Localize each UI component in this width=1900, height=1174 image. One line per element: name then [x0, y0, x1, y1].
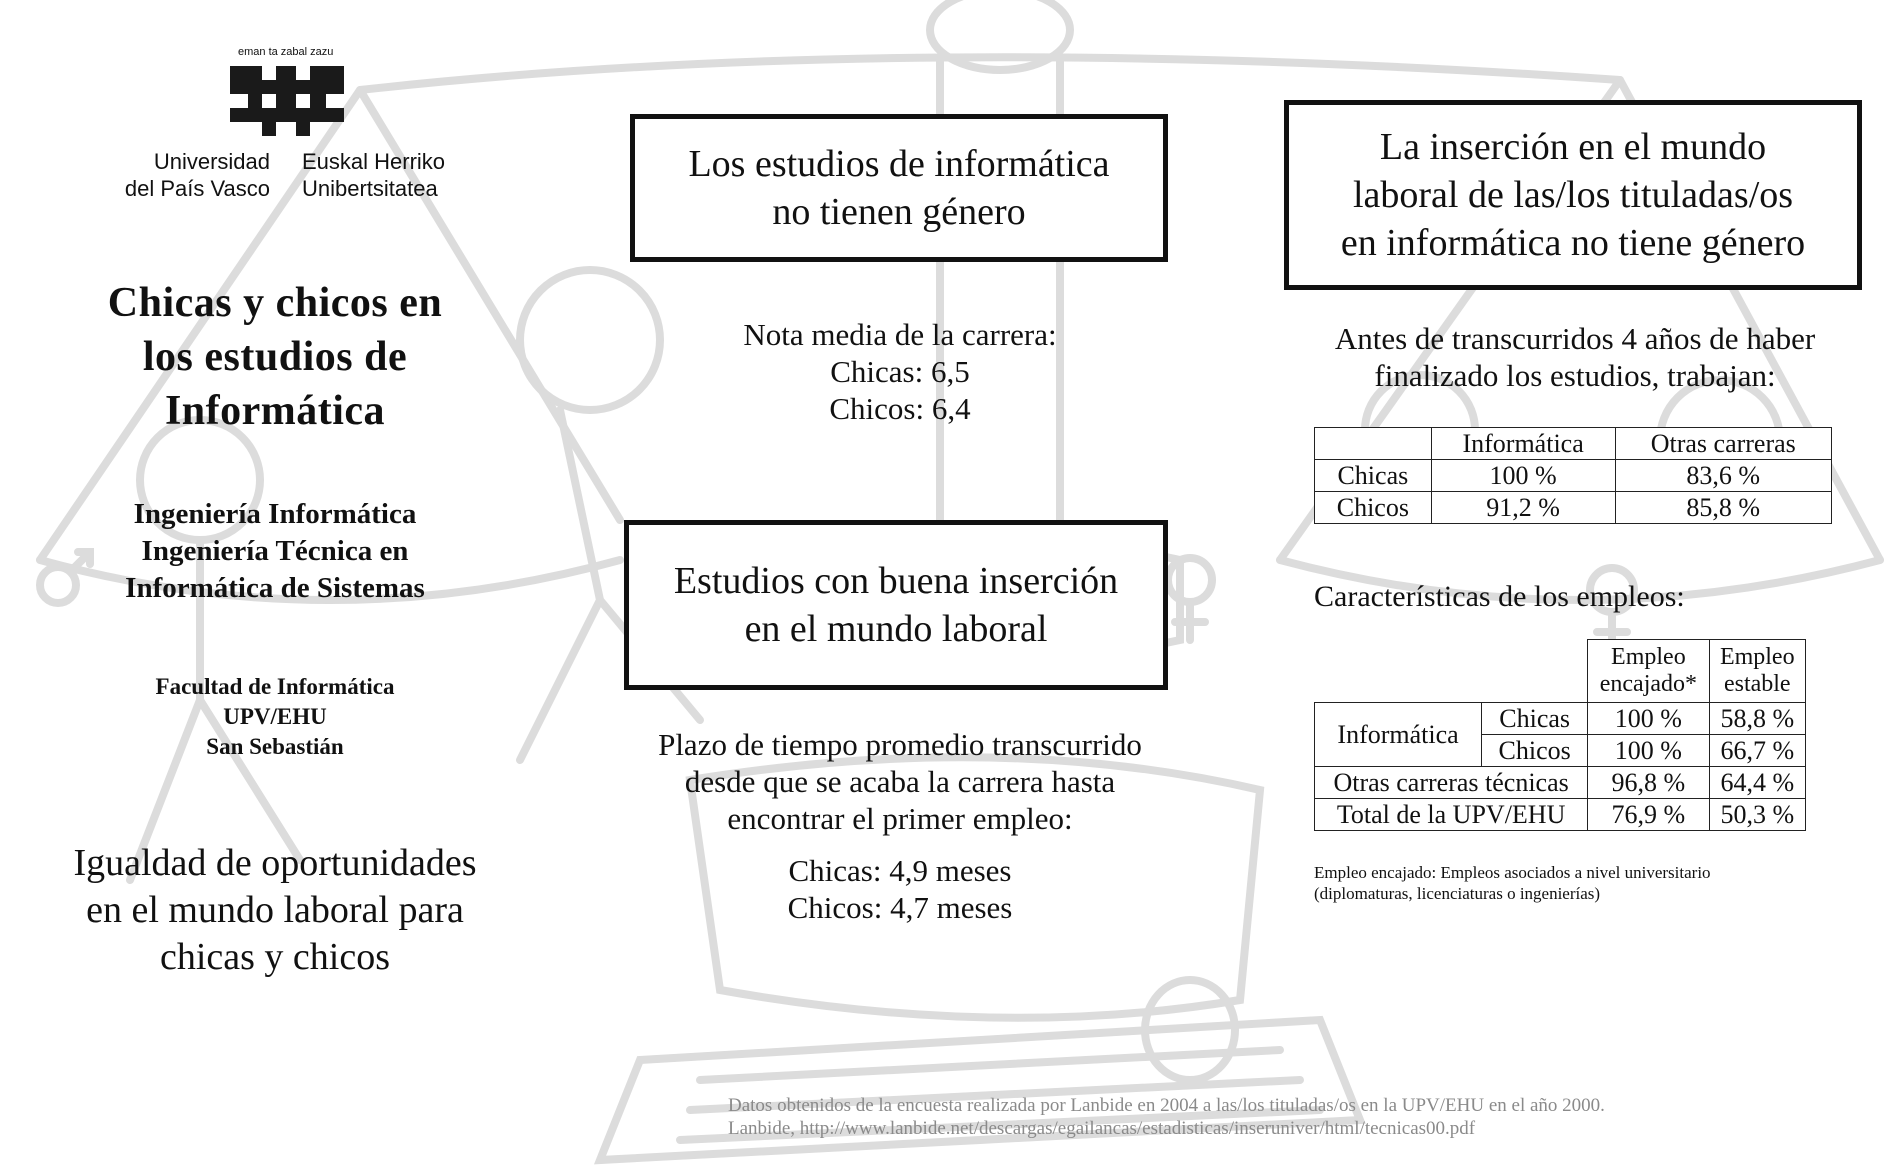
- header-encajado-line2: encajado*: [1599, 671, 1698, 697]
- main-title: [40, 276, 510, 438]
- degrees-list: [40, 496, 510, 607]
- table-header-cell: Informática: [1431, 428, 1615, 460]
- months-boys: Chicos: 4,7 meses: [787, 890, 1013, 925]
- heading-box-insertion-line1: La inserción en el mundo: [1379, 126, 1767, 168]
- table-cell: 91,2 %: [1431, 492, 1615, 524]
- header-estable-line2: estable: [1723, 671, 1791, 697]
- grades-girls: Chicas: 6,5: [830, 354, 970, 389]
- table-cell: Otras carreras técnicas: [1315, 767, 1588, 799]
- table-cell: 85,8 %: [1615, 492, 1831, 524]
- months-girls: Chicas: 4,9 meses: [788, 853, 1012, 888]
- table-cell: 96,8 %: [1588, 767, 1709, 799]
- table-cell: Chicas: [1482, 703, 1588, 735]
- faculty-university: UPV/EHU: [223, 704, 327, 729]
- source-line1: Datos obtenidos de la encuesta realizada por Lanbide en 2004 a las/los tituladas/os en la UPV/EHU en el año 2000.: [728, 1095, 1605, 1116]
- time-to-employment-values: [600, 852, 1200, 926]
- table-cell: 66,7 %: [1709, 735, 1805, 767]
- table-cell: 50,3 %: [1709, 799, 1805, 831]
- faculty-name: Facultad de Informática: [155, 674, 395, 699]
- employment-intro: [1290, 320, 1860, 394]
- table-cell: 58,8 %: [1709, 703, 1805, 735]
- table-row: [1315, 492, 1832, 524]
- employment-rate-table: [1314, 427, 1832, 524]
- heading-box-good-insertion: [624, 520, 1168, 690]
- university-name-es-line2: del País Vasco: [124, 176, 270, 201]
- plazo-line2: desde que se acaba la carrera hasta: [684, 764, 1116, 799]
- table-header-cell: Otras carreras: [1615, 428, 1831, 460]
- equality-line1: Igualdad de oportunidades: [73, 842, 477, 884]
- table-header-cell: [1588, 640, 1709, 703]
- university-name-es: [90, 148, 270, 202]
- source-footer: [728, 1094, 1605, 1140]
- main-title-line2: los estudios de: [142, 334, 408, 380]
- job-characteristics-label: Características de los empleos:: [1314, 580, 1685, 613]
- heading-box-no-gender: [630, 114, 1168, 262]
- table-header-cell: [1315, 428, 1432, 460]
- footnote-encajado: [1314, 862, 1800, 904]
- empty-corner-cell: [1315, 640, 1588, 703]
- table-cell: 64,4 %: [1709, 767, 1805, 799]
- main-title-line1: Chicas y chicos en: [107, 280, 443, 326]
- table-row: [1315, 767, 1806, 799]
- footnote-line1: Empleo encajado: Empleos asociados a nivel universitario: [1314, 863, 1711, 882]
- degree-2-line2: Informática de Sistemas: [125, 572, 425, 604]
- table-header-row: [1315, 640, 1806, 703]
- logo-motto: eman ta zabal zazu: [238, 46, 334, 58]
- job-characteristics-table: [1314, 639, 1806, 831]
- table-header-cell: [1709, 640, 1805, 703]
- heading-box-good-insertion-line2: en el mundo laboral: [744, 608, 1048, 650]
- heading-box-insertion-line2: laboral de las/los tituladas/os: [1352, 174, 1794, 216]
- average-grades: [600, 316, 1200, 427]
- table-cell: 76,9 %: [1588, 799, 1709, 831]
- table-cell: Chicas: [1315, 460, 1432, 492]
- main-title-line3: Informática: [164, 388, 386, 434]
- plazo-line3: encontrar el primer empleo:: [727, 801, 1073, 836]
- university-name-eu: [302, 148, 522, 202]
- degree-1: Ingeniería Informática: [133, 498, 417, 530]
- heading-box-no-gender-line1: Los estudios de informática: [688, 143, 1110, 185]
- degree-2-line1: Ingeniería Técnica en: [141, 535, 409, 567]
- heading-box-no-gender-line2: no tienen género: [772, 191, 1026, 233]
- grades-label: Nota media de la carrera:: [743, 317, 1057, 352]
- university-name-es-line1: Universidad: [153, 149, 270, 174]
- source-link[interactable]: Lanbide, http://www.lanbide.net/descargas/egailancas/estadisticas/inseruniver/html/tecnicas00.pdf: [728, 1118, 1476, 1139]
- footnote-line2: (diplomaturas, licenciaturas o ingenierías): [1314, 884, 1601, 903]
- equality-line3: chicas y chicos: [159, 936, 391, 978]
- faculty-city: San Sebastián: [206, 734, 344, 759]
- table-row: [1315, 703, 1806, 735]
- table-cell: 100 %: [1588, 703, 1709, 735]
- equality-line2: en el mundo laboral para: [86, 889, 464, 931]
- heading-box-insertion-no-gender: [1284, 100, 1862, 290]
- table-header-row: [1315, 428, 1832, 460]
- group-label-cell: Informática: [1315, 703, 1482, 767]
- table-cell: 100 %: [1431, 460, 1615, 492]
- time-to-employment-text: [600, 726, 1200, 837]
- faculty-info: [40, 672, 510, 762]
- heading-box-insertion-line3: en informática no tiene género: [1340, 222, 1806, 264]
- antes-line1: Antes de transcurridos 4 años de haber: [1334, 321, 1816, 356]
- university-name-eu-line2: Unibertsitatea: [302, 176, 438, 201]
- table-cell: 100 %: [1588, 735, 1709, 767]
- plazo-line1: Plazo de tiempo promedio transcurrido: [658, 727, 1142, 762]
- university-name-eu-line1: Euskal Herriko: [302, 149, 446, 174]
- table-cell: Chicos: [1315, 492, 1432, 524]
- table-row: [1315, 460, 1832, 492]
- table-cell: Total de la UPV/EHU: [1315, 799, 1588, 831]
- antes-line2: finalizado los estudios, trabajan:: [1374, 358, 1776, 393]
- equality-slogan: [40, 840, 510, 981]
- table-cell: 83,6 %: [1615, 460, 1831, 492]
- header-estable-line1: Empleo: [1719, 644, 1795, 670]
- table-cell: Chicos: [1482, 735, 1588, 767]
- heading-box-good-insertion-line1: Estudios con buena inserción: [673, 560, 1119, 602]
- table-row: [1315, 799, 1806, 831]
- grades-boys: Chicos: 6,4: [829, 391, 971, 426]
- header-encajado-line1: Empleo: [1611, 644, 1686, 670]
- university-logo-icon: [226, 60, 348, 144]
